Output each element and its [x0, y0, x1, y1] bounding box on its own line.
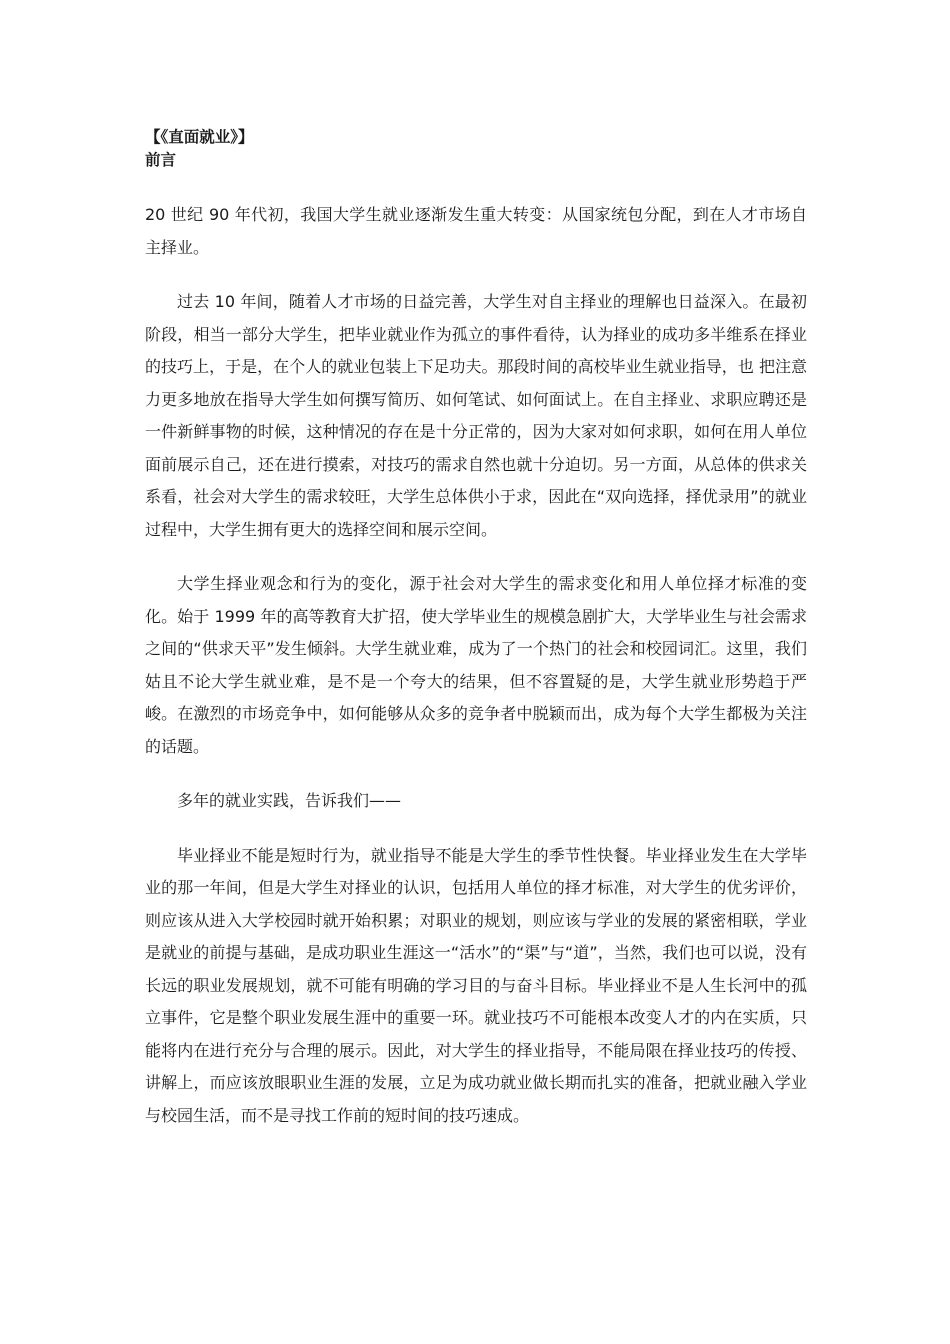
paragraph-past-decade: 过去 10 年间，随着人才市场的日益完善，大学生对自主择业的理解也日益深入。在最初阶段，相当一部分大学生，把毕业就业作为孤立的事件看待，认为择业的成功多半维系在择业的技巧上，于是，在个人的就业包装上下足功夫。那段时间的高校毕业生就业指导，也 把注意力更多地放在指导大学生如何撰写简历、如何笔试、如何面试上。在自主择业、求职应聘还是一件新鲜事物的时候，这种情况的存在是十分正常的，因为大家对如何求职，如何在用人单位面前展示自己，还在进行摸索，对技巧的需求自然也就十分迫切。另一方面，从总体的供求关系看，社会对大学生的需求较旺，大学生总体供小于求，因此在“双向选择，择优录用”的就业过程中，大学生拥有更大的选择空间和展示空间。: [145, 292, 807, 539]
paragraph-conclusion: 毕业择业不能是短时行为，就业指导不能是大学生的季节性快餐。毕业择业发生在大学毕业的那一年间，但是大学生对择业的认识，包括用人单位的择才标准，对大学生的优劣评价，则应该从进入大学校园时就开始积累；对职业的规划，则应该与学业的发展的紧密相联，学业是就业的前提与基础，是成功职业生涯这一“活水”的“渠”与“道”，当然，我们也可以说，没有长远的职业发展规划，就不可能有明确的学习目的与奋斗目标。毕业择业不是人生长河中的孤立事件，它是整个职业发展生涯中的重要一环。就业技巧不可能根本改变人才的内在实质，只能将内在进行充分与合理的展示。因此，对大学生的择业指导，不能局限在择业技巧的传授、讲解上，而应该放眼职业生涯的发展，立足为成功就业做长期而扎实的准备，把就业融入学业与校园生活，而不是寻找工作前的短时间的技巧速成。: [145, 845, 807, 1125]
section-heading: 前言: [145, 151, 177, 169]
document-title: 【《直面就业》】: [145, 128, 254, 146]
paragraph-changes: 大学生择业观念和行为的变化，源于社会对大学生的需求变化和用人单位择才标准的变化。始于 1999 年的高等教育大扩招，使大学毕业生的规模急剧扩大，大学毕业生与社会需求之间的“供求天平”发生倾斜。大学生就业难，成为了一个热门的社会和校园词汇。这里，我们姑且不论大学生就业难，是不是一个夸大的结果，但不容置疑的是，大学生就业形势趋于严峻。在激烈的市场竞争中，如何能够从众多的竞争者中脱颖而出，成为每个大学生都极为关注的话题。: [145, 574, 807, 756]
paragraph-intro: 20 世纪 90 年代初，我国大学生就业逐渐发生重大转变：从国家统包分配，到在人才市场自主择业。: [145, 205, 807, 257]
paragraph-practice: 多年的就业实践，告诉我们——: [177, 791, 402, 810]
document-page: [145, 126, 807, 1154]
